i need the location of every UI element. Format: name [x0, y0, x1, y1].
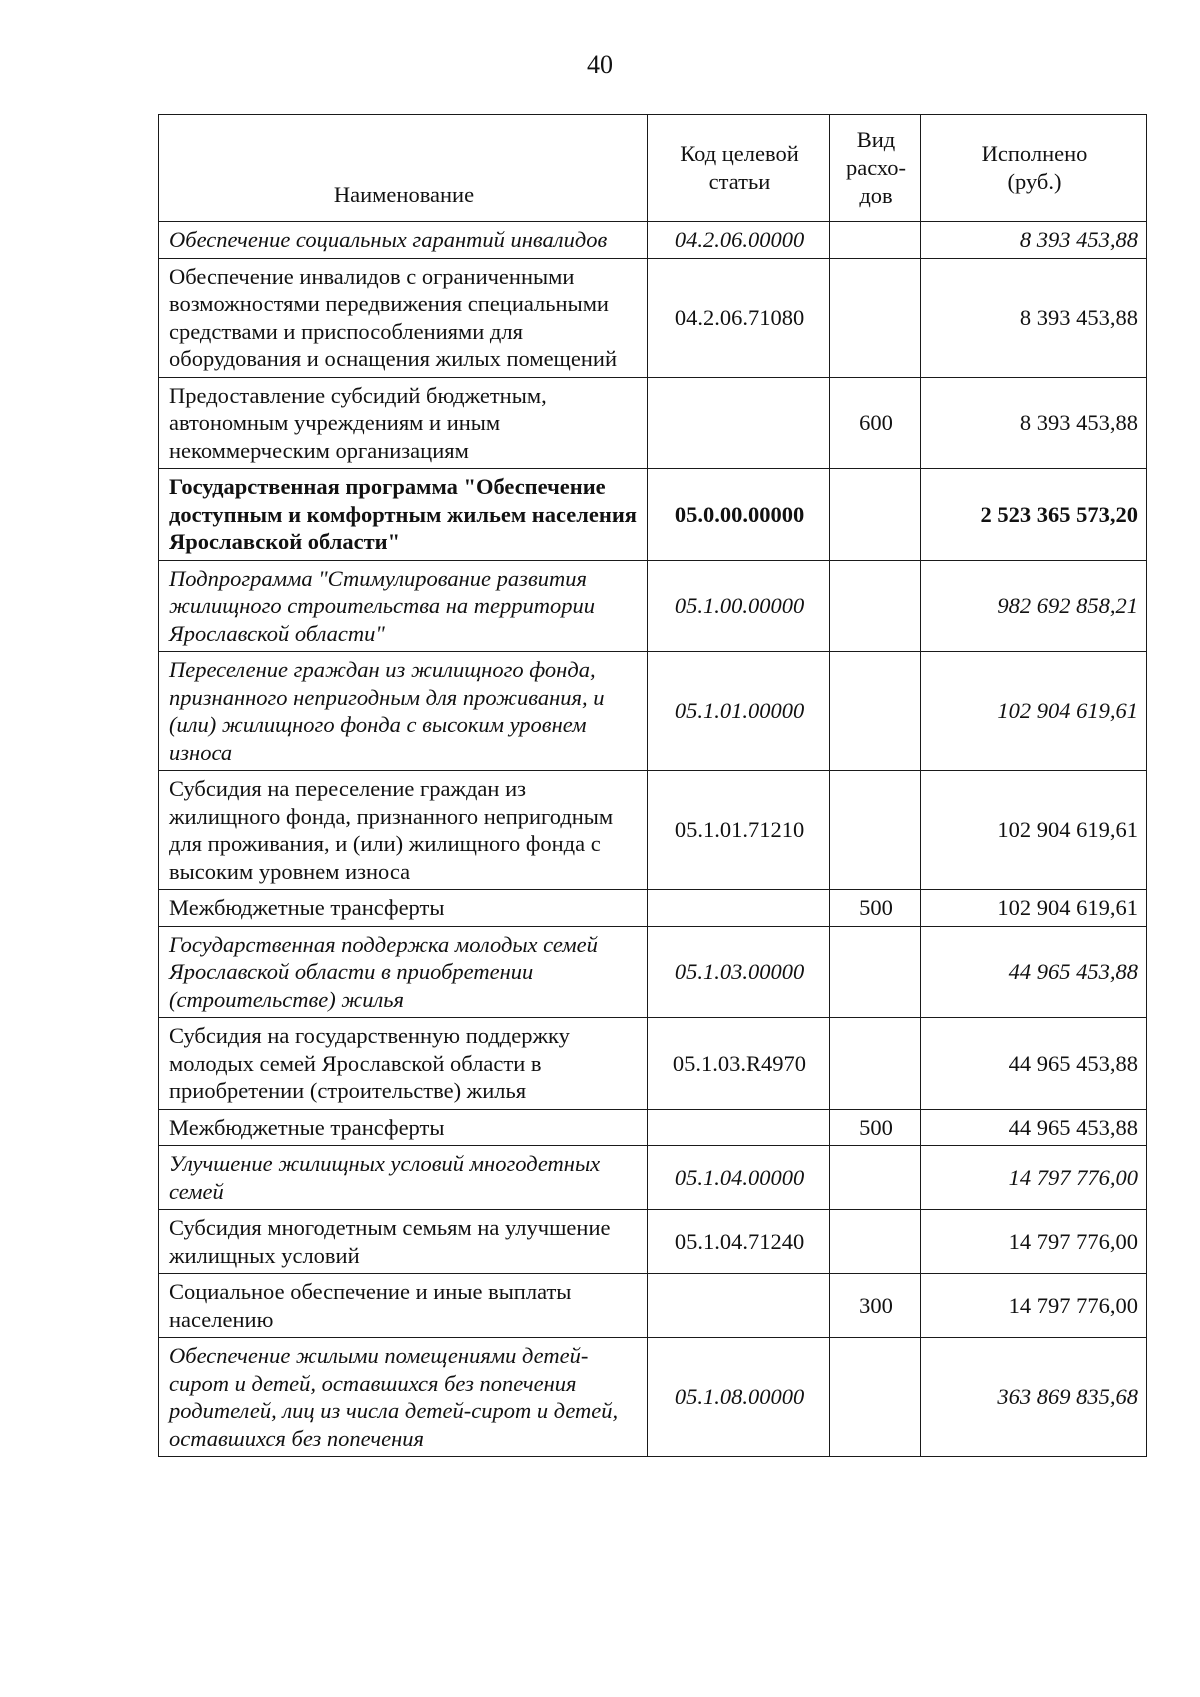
row-code: 05.1.03.R4970 — [648, 1018, 830, 1110]
row-expense-type — [830, 1210, 921, 1274]
row-expense-type: 300 — [830, 1274, 921, 1338]
row-name: Обеспечение социальных гарантий инвалидов — [159, 222, 648, 259]
table-row — [159, 1338, 1147, 1457]
header-amount — [921, 115, 1147, 222]
row-code — [648, 890, 830, 927]
row-code — [648, 1274, 830, 1338]
row-amount: 14 797 776,00 — [921, 1210, 1147, 1274]
row-amount: 14 797 776,00 — [921, 1274, 1147, 1338]
row-amount: 8 393 453,88 — [921, 222, 1147, 259]
row-amount: 44 965 453,88 — [921, 926, 1147, 1018]
header-amount-line2: (руб.) — [1007, 169, 1062, 194]
row-amount: 2 523 365 573,20 — [921, 469, 1147, 561]
row-expense-type — [830, 222, 921, 259]
table-row — [159, 1274, 1147, 1338]
table-row — [159, 1018, 1147, 1110]
row-name: Субсидия на переселение граждан из жилищного фонда, признанного непригодным для проживания, и (или) жилищного фонда с высоким уровнем износа — [159, 771, 648, 890]
row-name: Субсидия многодетным семьям на улучшение жилищных условий — [159, 1210, 648, 1274]
page-number: 40 — [587, 50, 613, 79]
row-expense-type — [830, 652, 921, 771]
row-code: 05.0.00.00000 — [648, 469, 830, 561]
header-type-line1: Вид — [856, 127, 896, 152]
table-row — [159, 890, 1147, 927]
row-amount: 102 904 619,61 — [921, 771, 1147, 890]
row-name: Социальное обеспечение и иные выплаты населению — [159, 1274, 648, 1338]
row-amount: 982 692 858,21 — [921, 560, 1147, 652]
row-name: Обеспечение жилыми помещениями детей-сирот и детей, оставшихся без попечения родителей, лиц из числа детей-сирот и детей, оставшихся без попечения — [159, 1338, 648, 1457]
header-code — [648, 115, 830, 222]
row-name: Подпрограмма "Стимулирование развития жилищного строительства на территории Ярославской области" — [159, 560, 648, 652]
row-expense-type: 500 — [830, 890, 921, 927]
row-code: 05.1.03.00000 — [648, 926, 830, 1018]
header-code-line1: Код целевой — [680, 141, 799, 166]
row-code: 04.2.06.00000 — [648, 222, 830, 259]
row-code: 05.1.08.00000 — [648, 1338, 830, 1457]
row-amount: 102 904 619,61 — [921, 652, 1147, 771]
row-name: Межбюджетные трансферты — [159, 890, 648, 927]
table-row — [159, 771, 1147, 890]
row-code: 05.1.00.00000 — [648, 560, 830, 652]
row-name: Государственная программа "Обеспечение доступным и комфортным жильем населения Ярославской области" — [159, 469, 648, 561]
row-name: Переселение граждан из жилищного фонда, признанного непригодным для проживания, и (или) жилищного фонда с высоким уровнем износа — [159, 652, 648, 771]
header-code-line2: статьи — [708, 169, 771, 194]
row-name: Государственная поддержка молодых семей Ярославской области в приобретении (строительстве) жилья — [159, 926, 648, 1018]
row-amount: 363 869 835,68 — [921, 1338, 1147, 1457]
row-expense-type — [830, 469, 921, 561]
table-row — [159, 560, 1147, 652]
row-amount: 14 797 776,00 — [921, 1146, 1147, 1210]
row-expense-type — [830, 1146, 921, 1210]
row-code: 05.1.04.71240 — [648, 1210, 830, 1274]
table-row — [159, 222, 1147, 259]
row-name: Субсидия на государственную поддержку молодых семей Ярославской области в приобретении (строительстве) жилья — [159, 1018, 648, 1110]
row-expense-type: 600 — [830, 377, 921, 469]
header-type — [830, 115, 921, 222]
row-expense-type — [830, 1018, 921, 1110]
table-row — [159, 258, 1147, 377]
row-expense-type — [830, 1338, 921, 1457]
header-type-line2: расхо- — [845, 155, 907, 180]
table-body — [159, 222, 1147, 1457]
row-expense-type — [830, 258, 921, 377]
header-amount-line1: Исполнено — [981, 141, 1088, 166]
row-amount: 8 393 453,88 — [921, 377, 1147, 469]
row-name: Предоставление субсидий бюджетным, автономным учреждениям и иным некоммерческим организациям — [159, 377, 648, 469]
row-expense-type — [830, 926, 921, 1018]
header-name-label: Наименование — [333, 182, 475, 207]
table-row — [159, 1109, 1147, 1146]
row-code — [648, 377, 830, 469]
row-expense-type — [830, 771, 921, 890]
row-amount: 44 965 453,88 — [921, 1018, 1147, 1110]
row-code: 05.1.04.00000 — [648, 1146, 830, 1210]
table-row — [159, 1146, 1147, 1210]
row-amount: 44 965 453,88 — [921, 1109, 1147, 1146]
row-name: Обеспечение инвалидов с ограниченными возможностями передвижения специальными средствами и приспособлениями для оборудования и оснащения жилых помещений — [159, 258, 648, 377]
row-code: 04.2.06.71080 — [648, 258, 830, 377]
row-name: Межбюджетные трансферты — [159, 1109, 648, 1146]
table-row — [159, 652, 1147, 771]
row-amount: 102 904 619,61 — [921, 890, 1147, 927]
header-row — [159, 115, 1147, 222]
header-type-line3: дов — [859, 183, 893, 208]
table-row — [159, 1210, 1147, 1274]
table-row — [159, 926, 1147, 1018]
row-expense-type: 500 — [830, 1109, 921, 1146]
row-name: Улучшение жилищных условий многодетных семей — [159, 1146, 648, 1210]
row-code — [648, 1109, 830, 1146]
table-header — [159, 115, 1147, 222]
budget-execution-table — [158, 114, 1147, 1457]
table-row — [159, 377, 1147, 469]
row-amount: 8 393 453,88 — [921, 258, 1147, 377]
row-expense-type — [830, 560, 921, 652]
header-name — [159, 115, 648, 222]
row-code: 05.1.01.00000 — [648, 652, 830, 771]
row-code: 05.1.01.71210 — [648, 771, 830, 890]
table-row — [159, 469, 1147, 561]
